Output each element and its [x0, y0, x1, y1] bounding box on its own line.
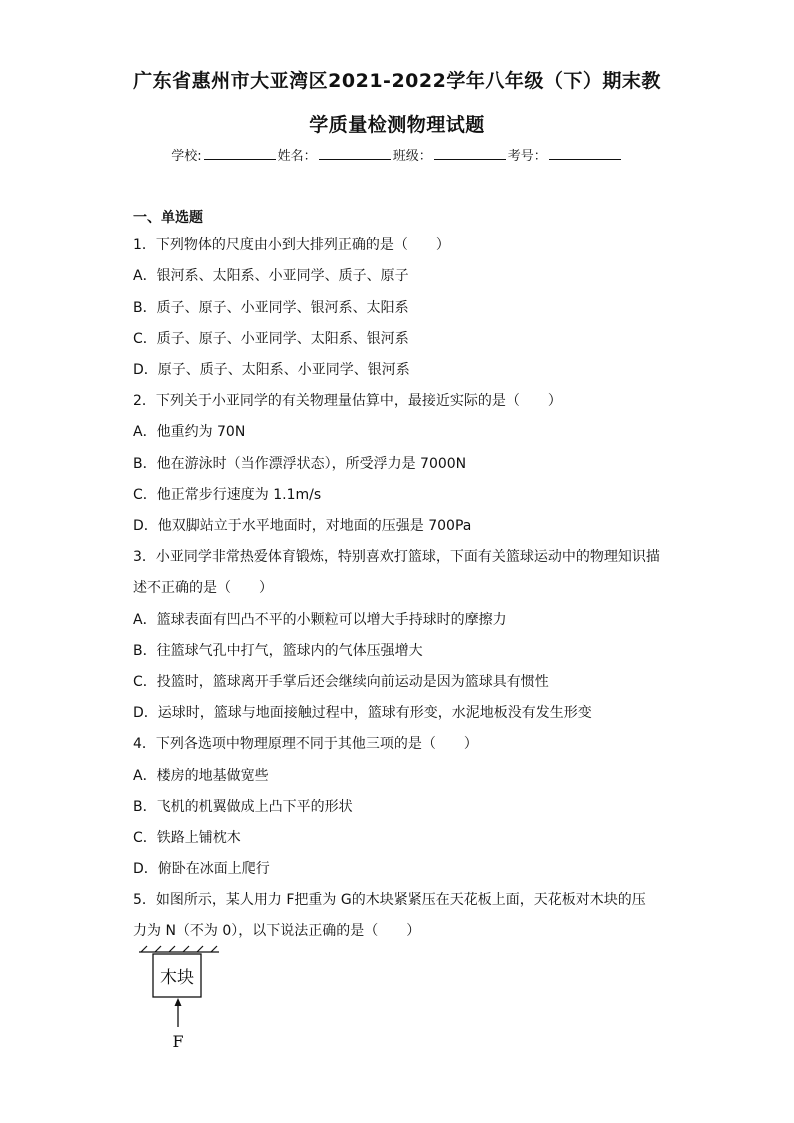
question-2-stem: 2．下列关于小亚同学的有关物理量估算中，最接近实际的是（ ）	[133, 393, 562, 409]
question-1-stem: 1．下列物体的尺度由小到大排列正确的是（ ）	[133, 237, 450, 253]
question-3-option-c: C．投篮时，篮球离开手掌后还会继续向前运动是因为篮球具有惯性	[133, 674, 549, 690]
ceiling-hatch	[139, 946, 219, 952]
school-blank	[204, 147, 276, 160]
section-heading: 一、单选题	[133, 210, 203, 226]
ceiling-block-figure	[133, 945, 233, 1055]
school-label: 学校:	[171, 149, 202, 164]
question-2-option-c: C．他正常步行速度为 1.1m/s	[133, 487, 322, 503]
question-2-option-d: D．他双脚站立于水平地面时，对地面的压强是 700Pa	[133, 518, 472, 534]
class-blank	[434, 147, 506, 160]
question-1-option-c: C．质子、原子、小亚同学、太阳系、银河系	[133, 331, 409, 347]
question-2-option-b: B．他在游泳时（当作漂浮状态），所受浮力是 7000N	[133, 456, 467, 472]
id-blank	[549, 147, 621, 160]
question-3-option-a: A．篮球表面有凹凸不平的小颗粒可以增大手持球时的摩擦力	[133, 612, 507, 628]
question-5-stem-line2: 力为 N（不为 0），以下说法正确的是（ ）	[133, 923, 421, 939]
exam-title-line1: 广东省惠州市大亚湾区2021-2022学年八年级（下）期末教	[133, 70, 661, 92]
force-label: F	[172, 1032, 184, 1051]
question-3-stem-line1: 3．小亚同学非常热爱体育锻炼，特别喜欢打篮球，下面有关篮球运动中的物理知识描	[133, 549, 660, 565]
question-3-option-b: B．往篮球气孔中打气，篮球内的气体压强增大	[133, 643, 423, 659]
question-5-stem-line1: 5．如图所示，某人用力 F把重为 G的木块紧紧压在天花板上面，天花板对木块的压	[133, 892, 646, 908]
question-3-option-d: D．运球时，篮球与地面接触过程中，篮球有形变，水泥地板没有发生形变	[133, 705, 592, 721]
question-1-option-a: A．银河系、太阳系、小亚同学、质子、原子	[133, 268, 409, 284]
question-4-option-d: D．俯卧在冰面上爬行	[133, 861, 270, 877]
name-label: 姓名：	[277, 149, 317, 164]
question-4-option-b: B．飞机的机翼做成上凸下平的形状	[133, 799, 353, 815]
question-4-stem: 4．下列各选项中物理原理不同于其他三项的是（ ）	[133, 736, 478, 752]
question-3-stem-line2: 述不正确的是（ ）	[133, 580, 273, 596]
question-1-option-d: D．原子、质子、太阳系、小亚同学、银河系	[133, 362, 410, 378]
exam-title-line2: 学质量检测物理试题	[309, 114, 485, 136]
id-label: 考号：	[507, 149, 547, 164]
question-4-option-a: A．楼房的地基做宽些	[133, 768, 269, 784]
question-1-option-b: B．质子、原子、小亚同学、银河系、太阳系	[133, 300, 409, 316]
force-arrow-head	[175, 998, 182, 1006]
wood-block-label: 木块	[160, 968, 194, 988]
question-2-option-a: A．他重约为 70N	[133, 424, 246, 440]
student-info-row	[0, 145, 794, 164]
class-label: 班级：	[392, 149, 432, 164]
question-4-option-c: C．铁路上铺枕木	[133, 830, 241, 846]
name-blank	[319, 147, 391, 160]
